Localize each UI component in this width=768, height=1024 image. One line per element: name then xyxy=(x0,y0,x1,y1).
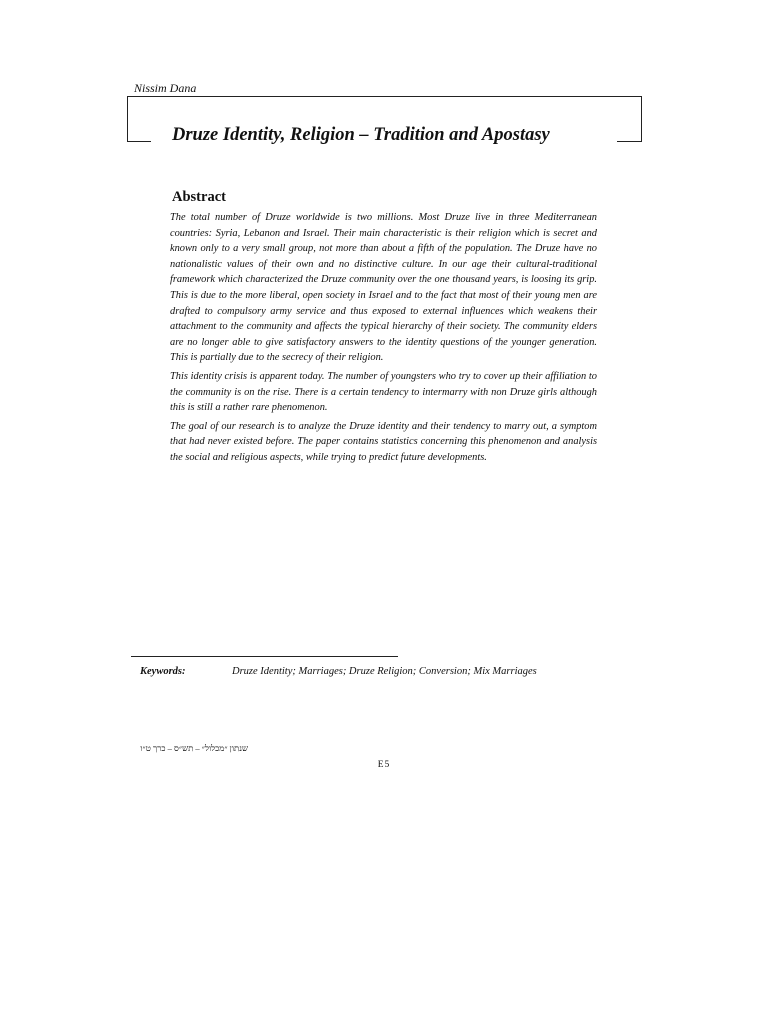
keywords-list: Druze Identity; Marriages; Druze Religion; Conversion; Mix Marriages xyxy=(232,666,537,677)
abstract-heading: Abstract xyxy=(172,189,226,205)
abstract-paragraph: This identity crisis is apparent today. The number of youngsters who try to cover up their affiliation to the community is on the rise. There is a certain tendency to intermarry with non Druze girls although this is still a rather rare phenomenon. xyxy=(170,370,597,414)
keywords-label: Keywords: xyxy=(140,666,186,677)
page-number: E5 xyxy=(377,760,391,770)
abstract-paragraph: The goal of our research is to analyze the Druze identity and their tendency to marry out, a symptom that had never existed before. The paper contains statistics concerning this phenomenon and analysis the social and religious aspects, while trying to predict future developments. xyxy=(170,420,597,463)
frame-tick-right xyxy=(617,141,641,142)
frame-tick-left xyxy=(127,141,151,142)
abstract-body xyxy=(170,210,597,469)
author-name: Nissim Dana xyxy=(134,81,197,95)
abstract-paragraph: The total number of Druze worldwide is two millions. Most Druze live in three Mediterranean countries: Syria, Lebanon and Israel. Their main characteristic is their religion which is secret and known only to a very small group, not more than about a fifth of the population. The Druze have no nationalistic values of their own and no distinctive culture. In our age their cultural-traditional framework which characterized the Druze community over the one thousand years, is loosing its grip. This is due to the more liberal, open society in Israel and to the fact that most of their young men are drafted to compulsory army service and thus exposed to external influences which weakens their attachment to the community and affects the typical hierarchy of their society. The community elders are no longer able to give satisfactory answers to the identity questions of the younger generation. This is partially due to the secrecy of their religion. xyxy=(170,212,597,364)
article-title: Druze Identity, Religion – Tradition and Apostasy xyxy=(172,125,550,145)
journal-footer-hebrew: שנתון ״מכלול״ – תש״ס – כרך ט״ו xyxy=(140,743,248,753)
footnote-rule xyxy=(131,656,398,657)
